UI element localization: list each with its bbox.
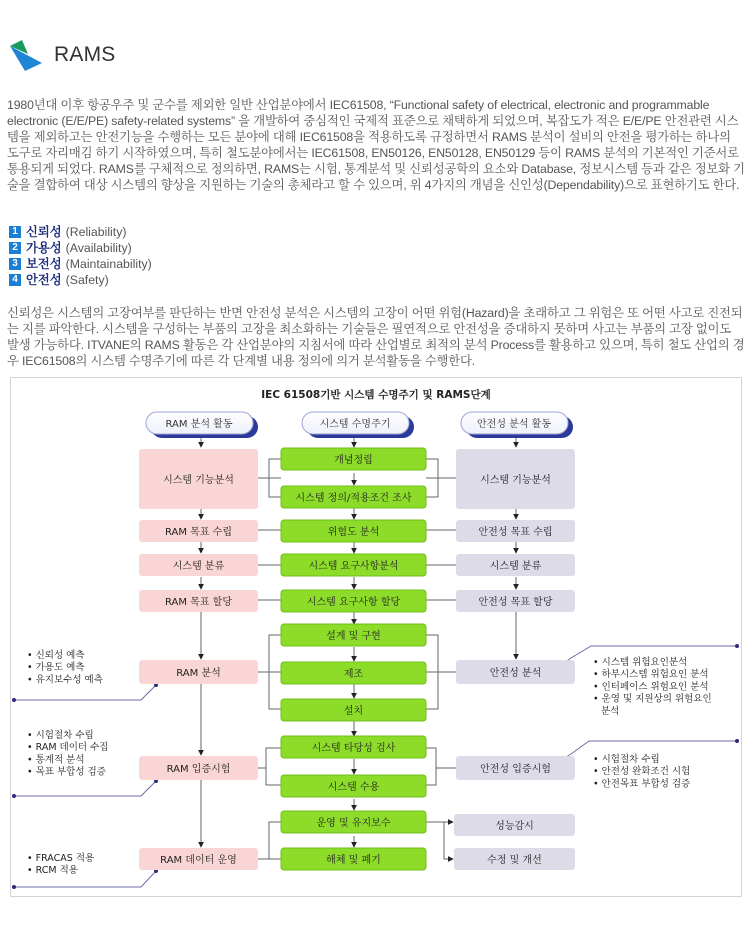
ram-activity-box <box>139 848 258 870</box>
safety-activity-box-label: 안전성 목표 할당 <box>478 597 553 608</box>
lifecycle-step-label: 개념정립 <box>334 455 373 466</box>
safety-activity-box <box>456 590 575 612</box>
lifecycle-step <box>281 590 426 612</box>
ram-activity-box-label: RAM 분석 <box>176 668 221 679</box>
safety-activity-box-label: 시스템 분류 <box>489 561 542 572</box>
note-item: • 시험절차 수립 <box>593 754 660 765</box>
header-safety-activities <box>461 412 573 438</box>
rams-item-korean: 가용성 <box>26 241 62 255</box>
lifecycle-step <box>281 811 426 833</box>
ram-activity-box <box>139 756 258 780</box>
safety-activity-box <box>454 814 575 836</box>
note-item: • RCM 적용 <box>27 865 78 877</box>
note-item: • 하부시스템 위험요인 분석 <box>593 669 709 681</box>
lifecycle-step-label: 시스템 정의/적용조건 조사 <box>295 493 412 504</box>
page-title: RAMS <box>54 43 116 66</box>
ram-activity-box <box>139 554 258 576</box>
rams-item-english: (Maintainability) <box>65 257 152 271</box>
rams-item-english: (Safety) <box>65 273 109 287</box>
safety-activity-box <box>456 554 575 576</box>
lifecycle-step <box>281 775 426 797</box>
note-item: • 시스템 위험요인분석 <box>593 657 688 668</box>
rams-item-list <box>9 224 152 288</box>
note-item: • RAM 데이터 수집 <box>27 742 109 754</box>
safety-activity-box-label: 수정 및 개선 <box>487 855 542 866</box>
rams-item-english: (Availability) <box>65 241 132 255</box>
lifecycle-step <box>281 662 426 684</box>
rams-item-korean: 신뢰성 <box>26 225 62 239</box>
rams-item <box>9 224 152 240</box>
safety-activity-box <box>454 848 575 870</box>
note-item: • 신뢰성 예측 <box>27 650 85 661</box>
safety-activity-box <box>456 756 575 780</box>
lifecycle-step-label: 설치 <box>343 706 364 717</box>
lifecycle-step <box>281 448 426 470</box>
lifecycle-step <box>281 520 426 542</box>
note-item: • 운영 및 지원상의 위험요인 <box>593 693 712 705</box>
lifecycle-step-label: 시스템 요구사항 할당 <box>306 597 401 608</box>
lifecycle-step <box>281 486 426 508</box>
note-item: 분석 <box>601 705 620 717</box>
lifecycle-step <box>281 699 426 721</box>
ram-activity-box-label: RAM 데이터 운영 <box>160 855 237 866</box>
ram-activity-box-label: 시스템 기능분석 <box>163 475 234 486</box>
intro-paragraph-1: 1980년대 이후 항공우주 및 군수를 제외한 일반 산업분야에서 IEC61508, “Functional safety of electrical, electronic and programmable electronic (E/E/PE) safety-related systems” 을 개발하여 중심적인 국제적 표준으로 채택하게 되었으며, 복잡도가 적은 E/E/PE 안전관련 시스템을 제외하고는 안전기능을 수행하는 모든 분야에 대해 IEC61508을 적용하도록 규정하면서 RAMS 분석이 설비의 안전을 평가하는 하나의 도구로 자리매김 하기 시작하였으며, 특히 철도분야에서는 IEC61508, EN50126, EN50128, EN50129 등이 RAMS 분석의 기본적인 기준서로 통용되게 되었다. RAMS를 구체적으로 정의하면, RAMS는 시험, 통계분석 및 신뢰성공학의 요소와 Database, 정보시스템 등과 같은 정보화 기술을 결합하여 대상 시스템의 향상을 지원하는 기술의 총체라고 할 수 있으며, 위 4가지의 개념을 신인성(Dependability)으로 표현하기도 한다. <box>7 98 745 192</box>
ram-activity-box-label: RAM 목표 할당 <box>164 597 233 608</box>
note-item: • 인터페이스 위험요인 분석 <box>593 681 709 693</box>
ram-activity-box <box>139 660 258 684</box>
safety-activity-box <box>456 660 575 684</box>
lifecycle-step-label: 해체 및 폐기 <box>326 855 381 866</box>
header-lifecycle-label: 시스템 수명주기 <box>319 419 391 430</box>
safety-activity-box-label: 안전성 분석 <box>489 668 542 679</box>
safety-activity-box <box>456 520 575 542</box>
rams-item <box>9 240 152 256</box>
rams-item-english: (Reliability) <box>65 225 127 239</box>
lifecycle-step-label: 시스템 타당성 검사 <box>311 743 396 754</box>
ram-activity-box <box>139 449 258 509</box>
left-boxes <box>139 449 258 870</box>
lifecycle-step-label: 시스템 수용 <box>327 782 380 793</box>
lifecycle-step-label: 위험도 분석 <box>327 527 380 538</box>
ram-activity-box <box>139 520 258 542</box>
safety-activity-box-label: 안전성 목표 수립 <box>478 527 553 538</box>
header-lifecycle <box>302 412 414 438</box>
number-badge: 1 <box>9 226 21 238</box>
lifecycle-step <box>281 736 426 758</box>
safety-activity-box-label: 성능감시 <box>495 821 534 832</box>
rams-item-korean: 안전성 <box>26 273 62 287</box>
note-item: • 가용도 예측 <box>27 662 85 674</box>
number-badge: 2 <box>9 242 21 254</box>
number-badge: 4 <box>9 274 21 286</box>
note-item: • FRACAS 적용 <box>27 853 95 864</box>
header-safety-label: 안전성 분석 활동 <box>477 419 551 430</box>
rams-logo-icon <box>8 38 44 72</box>
safety-activity-box <box>456 449 575 509</box>
ram-activity-box-label: 시스템 분류 <box>172 561 225 572</box>
safety-activity-box-label: 안전성 입증시험 <box>480 764 551 775</box>
number-badge: 3 <box>9 258 21 270</box>
rams-item <box>9 272 152 288</box>
note-item: • 시험절차 수립 <box>27 730 94 741</box>
rams-item <box>9 256 152 272</box>
lifecycle-step <box>281 554 426 576</box>
note-item: • 안전성 완화조건 시험 <box>593 766 691 778</box>
header-ram-label: RAM 분석 활동 <box>165 419 233 430</box>
lifecycle-diagram <box>11 378 741 896</box>
page-header <box>8 38 115 72</box>
safety-activity-box-label: 시스템 기능분석 <box>480 475 551 486</box>
lifecycle-step-label: 시스템 요구사항분석 <box>308 561 399 572</box>
lifecycle-step-label: 제조 <box>343 669 364 680</box>
note-item: • 유지보수성 예측 <box>27 674 103 686</box>
note-item: • 통계적 분석 <box>27 754 85 766</box>
diagram-title: IEC 61508기반 시스템 수명주기 및 RAMS단계 <box>261 389 491 401</box>
header-ram-activities <box>146 412 258 438</box>
intro-paragraph-2: 신뢰성은 시스템의 고장여부를 판단하는 반면 안전성 분석은 시스템의 고장이 어떤 위험(Hazard)을 초래하고 그 위험은 또 어떤 사고로 진전되는 지를 파악한다. 시스템을 구성하는 부품의 고장을 최소화하는 기술들은 필연적으로 안전성을 증대하지 못하며 사고는 부품의 고장 없이도 발생 가능하다. ITVANE의 RAMS 활동은 각 산업분야의 지침서에 따라 산업별로 최적의 분석 Process를 활용하고 있으며, 특히 철도 산업의 경우 IEC61508의 시스템 수명주기에 따른 각 단계별 내용 정의에 의거 분석활동을 수행한다. <box>7 306 745 368</box>
lifecycle-step <box>281 848 426 870</box>
right-boxes <box>454 449 575 870</box>
lifecycle-step-label: 설계 및 구현 <box>326 631 381 642</box>
note-item: • 안전목표 부합성 검증 <box>593 778 691 790</box>
ram-activity-box-label: RAM 입증시험 <box>166 764 231 775</box>
ram-activity-box <box>139 590 258 612</box>
lifecycle-step-label: 운영 및 유지보수 <box>316 818 391 829</box>
lifecycle-diagram-frame <box>10 377 742 897</box>
lifecycle-step <box>281 624 426 646</box>
ram-activity-box-label: RAM 목표 수립 <box>164 527 233 538</box>
note-item: • 목표 부합성 검증 <box>27 766 106 778</box>
rams-item-korean: 보전성 <box>26 257 62 271</box>
